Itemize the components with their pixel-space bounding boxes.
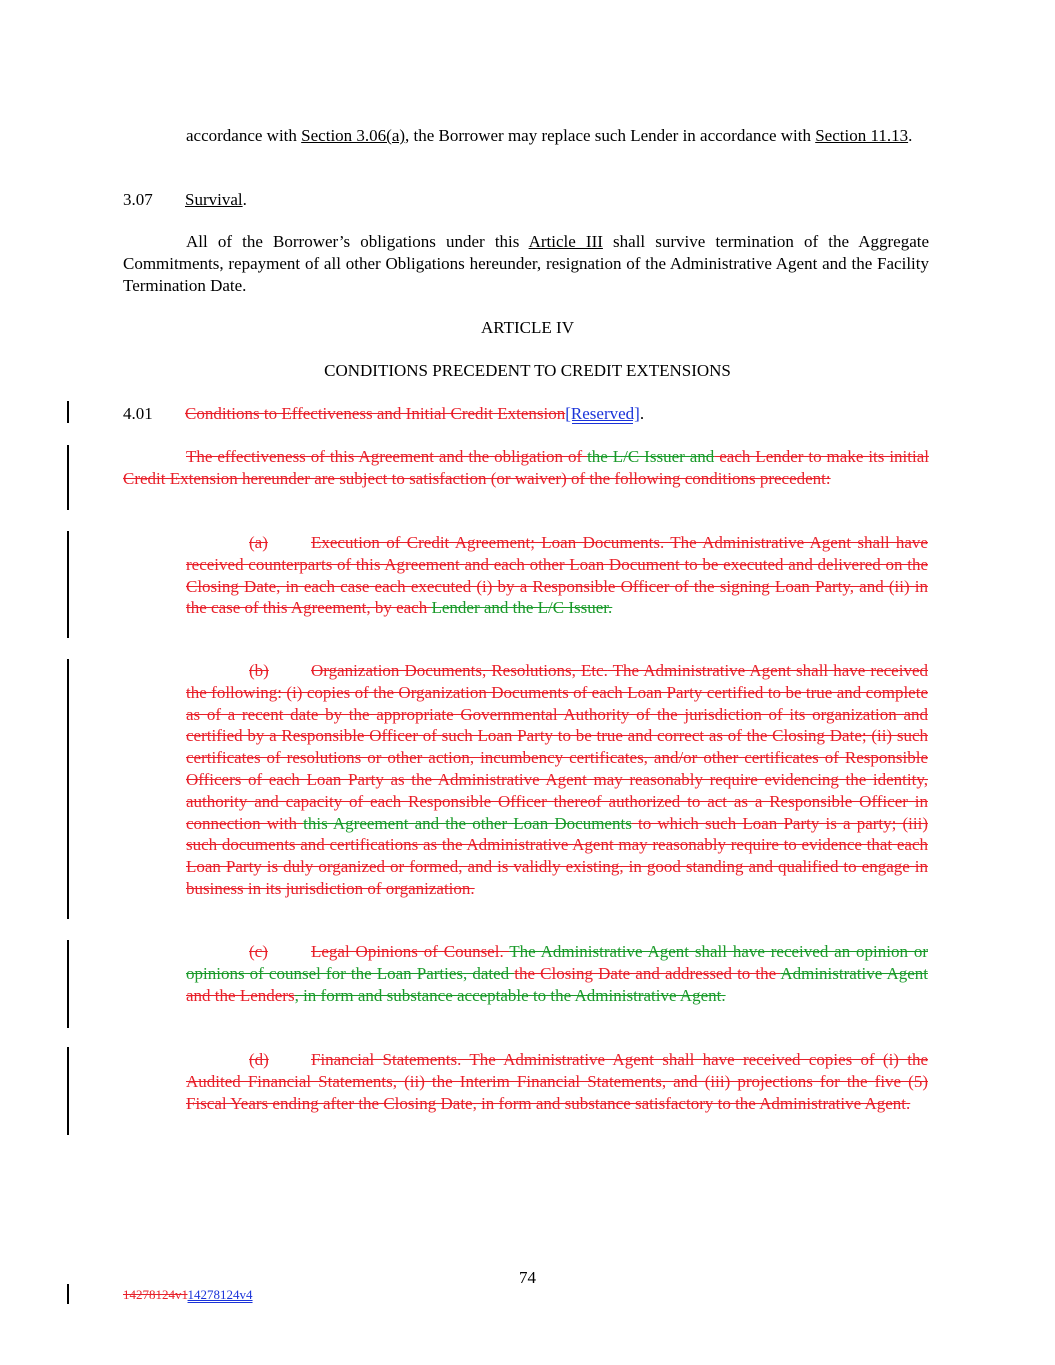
change-bar: [67, 445, 69, 510]
text: .: [908, 126, 913, 145]
section-307-body: [123, 231, 929, 296]
clause-title: Financial Statements: [311, 1050, 458, 1069]
article-title: CONDITIONS PRECEDENT TO CREDIT EXTENSIONS: [324, 361, 731, 380]
continuation-paragraph: [186, 125, 928, 147]
deleted-text: the Closing Date and addressed to the: [514, 963, 781, 983]
text: shall survive termination of the Aggregate Commitments, repayment of all other Obligations hereunder, resignation of the Administrative Agent and the Facility Termination Date.: [123, 232, 930, 295]
text: .: [242, 190, 247, 209]
change-bar: [67, 940, 69, 1028]
deleted-text: , in form and substance acceptable to the Administrative Agent.: [294, 985, 726, 1005]
change-bar: [67, 531, 69, 638]
text: accordance with: [186, 126, 302, 145]
clause-title: Execution of Credit Agreement; Loan Documents: [311, 533, 660, 552]
text: , the Borrower may replace such Lender in accordance with: [405, 126, 816, 145]
clause-d: [186, 1049, 928, 1114]
deleted-text: and the Lenders: [186, 985, 295, 1005]
deleted-text: Administrative Agent: [780, 963, 928, 983]
clause-title: Organization Documents, Resolutions, Etc.: [311, 661, 608, 680]
text: .: [639, 404, 645, 423]
clause-label: (a): [249, 533, 268, 552]
page-number: 74: [519, 1268, 536, 1287]
deleted-text: to which such Loan Party is a party; (iii) such documents and certifications as the Administrative Agent may reasonably require to evidence that each Loan Party is duly organized or formed, and is validly existing, in good standing and qualified to engage in business in its jurisdiction of organization.: [186, 813, 928, 898]
section-401-intro: [123, 446, 929, 490]
deleted-text: each Lender to make its initial Credit Extension hereunder are subject to satisfaction (or waiver) of the following conditions precedent:: [123, 447, 929, 488]
section-number: 4.01: [123, 404, 153, 423]
section-title: Survival: [185, 190, 243, 209]
deleted-text: The Administrative Agent shall have received an opinion or opinions of counsel for the Loan Parties, dated: [186, 942, 928, 983]
deleted-text: .: [499, 942, 510, 961]
article-ref: Article III: [528, 232, 603, 251]
clause-label: (b): [249, 661, 269, 680]
deleted-text: this Agreement and the other Loan Documents: [303, 813, 632, 833]
text: All of the Borrower’s obligations under this: [186, 232, 529, 251]
new-document-id: 14278124v4: [187, 1287, 253, 1302]
deleted-text: the L/C Issuer and: [587, 447, 715, 466]
document-id: [123, 1287, 253, 1303]
change-bar: [67, 1047, 69, 1135]
inserted-reserved: [Reserved]: [565, 404, 640, 423]
deleted-text: . The Administrative Agent shall have received counterparts of this Agreement and each other Loan Document to be executed and delivered on the Closing Date, in each case each executed (i) by a Responsible Officer of the signing Loan Party, and (ii) in the case of this Agreement, by each: [186, 533, 928, 618]
old-document-id: 14278124v1: [123, 1287, 188, 1302]
change-bar: [67, 1284, 69, 1304]
change-bar: [67, 401, 69, 423]
clause-title: Legal Opinions of Counsel: [311, 942, 500, 961]
deleted-text: The effectiveness of this Agreement and the obligation of: [186, 447, 588, 466]
deleted-text: The Administrative Agent shall have received the following: (i) copies of the Organization Documents of each Loan Party certified to be true and complete as of a recent date by the appropriate Governmental Authority of the jurisdiction of its organization and certified by a Responsible Officer of such Loan Party to be true and correct as of the Closing Date; (ii) such certificates of resolutions or other action, incumbency certificates, and/or other certificates of Responsible Officers of each Loan Party as the Administrative Agent may reasonably require evidencing the identity, authority and capacity of each Responsible Officer thereof authorized to act as a Responsible Officer in connection with: [186, 661, 928, 833]
clause-label: (c): [249, 942, 268, 961]
change-bar: [67, 659, 69, 919]
clause-a: [186, 532, 928, 619]
section-ref: Section 11.13: [815, 126, 909, 145]
article-heading: ARTICLE IV: [481, 318, 574, 337]
section-307-heading: [123, 189, 929, 211]
clause-label: (d): [249, 1050, 269, 1069]
deleted-title: Conditions to Effectiveness and Initial Credit Extension: [185, 404, 566, 423]
section-ref: Section 3.06(a): [301, 126, 406, 145]
deleted-text: . The Administrative Agent shall have received copies of (i) the Audited Financial Statements, (ii) the Interim Financial Statements, and (iii) projections for the five (5) Fiscal Years ending after the Closing Date, in form and substance satisfactory to the Administrative Agent.: [186, 1050, 929, 1113]
clause-b: [186, 660, 928, 900]
section-number: 3.07: [123, 190, 153, 209]
deleted-text: Lender and the L/C Issuer.: [431, 598, 613, 618]
section-401-heading: [123, 403, 929, 425]
clause-c: [186, 941, 928, 1006]
